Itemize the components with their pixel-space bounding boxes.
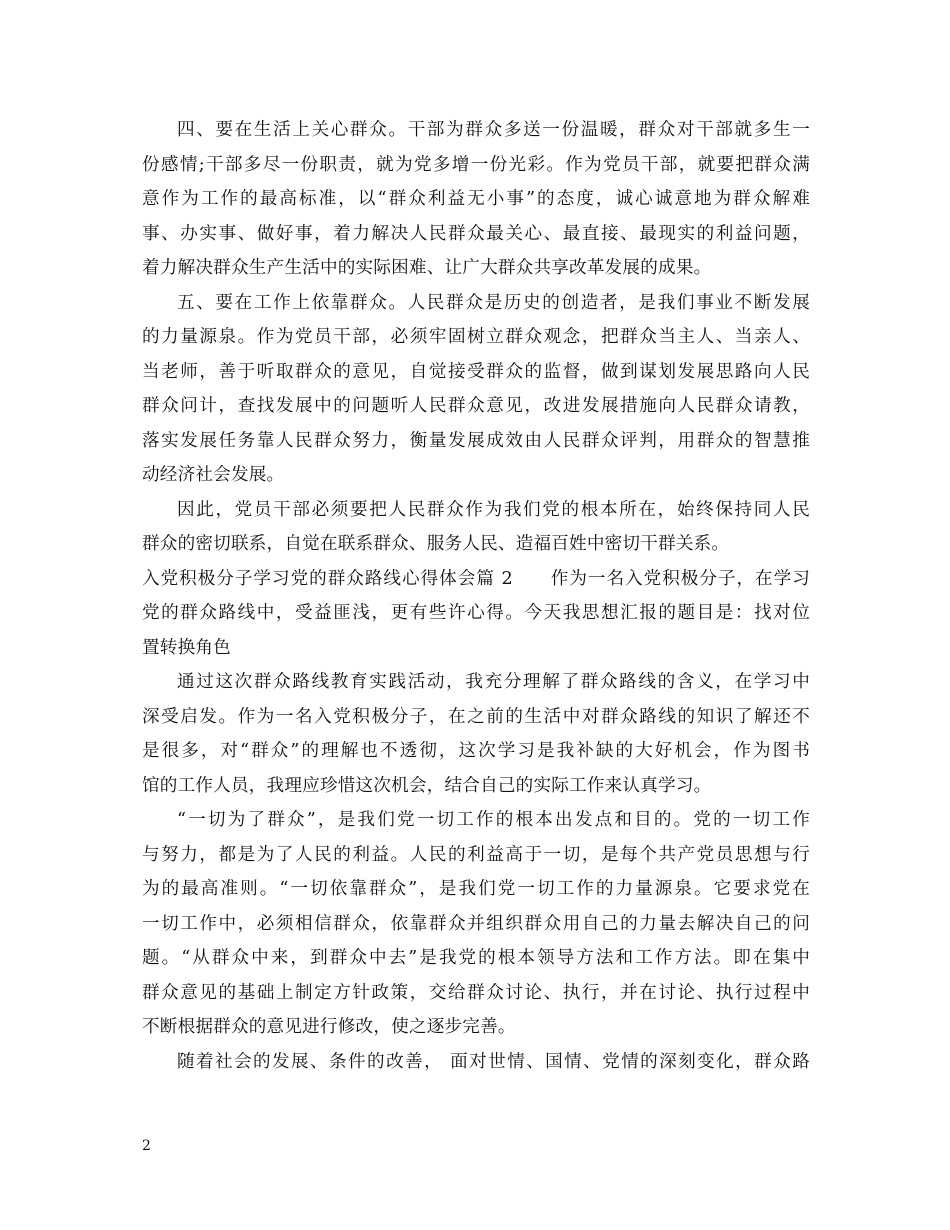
text-line: 四、要在生活上关心群众。干部为群众多送一份温暖，群众对干部就多生一 — [177, 120, 810, 140]
text-line: 落实发展任务靠人民群众努力，衡量发展成效由人民群众评判，用群众的智慧推 — [142, 430, 810, 451]
text-line: 群众意见的基础上制定方针政策，交给群众讨论、执行，并在讨论、执行过程中 — [142, 982, 810, 1003]
text-line: 随着社会的发展、条件的改善， 面对世情、国情、党情的深刻变化，群众路 — [177, 1051, 810, 1072]
text-line: 一切工作中，必须相信群众，依靠群众并组织群众用自己的力量去解决自己的问 — [142, 913, 810, 934]
text-line: 置转换角色 — [142, 637, 231, 658]
text-line: 意作为工作的最高标准，以“群众利益无小事”的态度，诚心诚意地为群众解难 — [142, 189, 810, 209]
text-line: 与努力，都是为了人民的利益。人民的利益高于一切，是每个共产党员思想与行 — [142, 844, 810, 865]
page-number: 2 — [142, 1138, 151, 1154]
text-line: 群众问计，查找发展中的问题听人民群众意见，改进发展措施向人民群众请教， — [142, 396, 810, 416]
text-line: 五、要在工作上依靠群众。人民群众是历史的创造者，是我们事业不断发展 — [177, 292, 810, 313]
text-line: “一切为了群众”，是我们党一切工作的根本出发点和目的。党的一切工作 — [177, 810, 810, 830]
text-line: 群众的密切联系，自觉在联系群众、服务人民、造福百姓中密切干群关系。 — [142, 534, 730, 554]
text-line: 动经济社会发展。 — [142, 465, 285, 485]
text-line: 份感情;干部多尽一份职责，就为党多增一份光彩。作为党员干部，就要把群众满 — [142, 154, 810, 175]
text-line: 是很多，对“群众”的理解也不透彻，这次学习是我补缺的大好机会，作为图书 — [142, 741, 810, 761]
text-line: 的力量源泉。作为党员干部，必须牢固树立群众观念，把群众当主人、当亲人、 — [142, 327, 810, 347]
text-line: 事、办实事、做好事，着力解决人民群众最关心、最直接、最现实的利益问题， — [142, 223, 810, 244]
text-line: 通过这次群众路线教育实践活动，我充分理解了群众路线的含义，在学习中 — [177, 672, 810, 692]
text-line: 入党积极分子学习党的群众路线心得体会篇 2 作为一名入党积极分子，在学习 — [142, 568, 810, 589]
text-line: 不断根据群众的意见进行修改，使之逐步完善。 — [142, 1017, 516, 1037]
text-line: 馆的工作人员，我理应珍惜这次机会，结合自己的实际工作来认真学习。 — [142, 775, 712, 796]
text-line: 为的最高准则。“一切依靠群众”，是我们党一切工作的力量源泉。它要求党在 — [142, 879, 810, 899]
text-line: 因此，党员干部必须要把人民群众作为我们党的根本所在，始终保持同人民 — [177, 499, 810, 520]
text-line: 题。“从群众中来，到群众中去”是我党的根本领导方法和工作方法。即在集中 — [142, 948, 810, 968]
text-line: 当老师，善于听取群众的意见，自觉接受群众的监督，做到谋划发展思路向人民 — [142, 361, 810, 382]
text-line: 着力解决群众生产生活中的实际困难、让广大群众共享改革发展的成果。 — [142, 258, 712, 278]
text-line: 深受启发。作为一名入党积极分子，在之前的生活中对群众路线的知识了解还不 — [142, 706, 810, 727]
document-body — [142, 113, 810, 1079]
text-line: 党的群众路线中，受益匪浅，更有些许心得。今天我思想汇报的题目是：找对位 — [142, 603, 810, 623]
